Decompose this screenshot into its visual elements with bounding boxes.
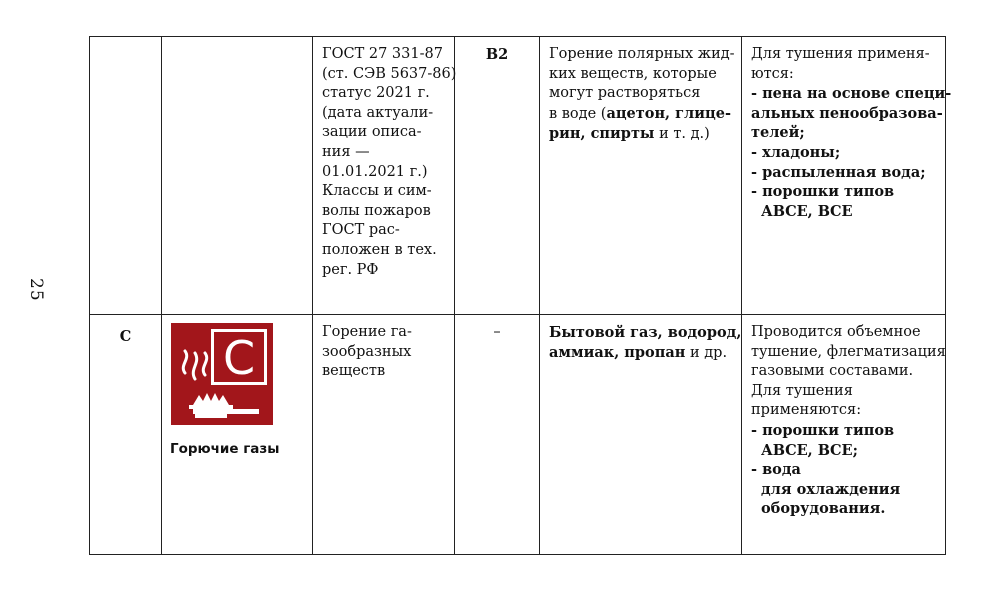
page-number: 25 [26, 278, 46, 302]
description-cell: Горение полярных жид- ких веществ, которые могут растворяться в воде (ацетон, глице- рин, спирты и т. д.) [540, 37, 742, 315]
standard-line: положен в тех. [322, 241, 437, 258]
table-row-c [90, 315, 946, 555]
sign-caption: Горючие газы [170, 440, 280, 457]
table-row-b2 [90, 37, 946, 315]
standard-line: зации описа- [322, 124, 422, 141]
sign-cell [162, 315, 313, 555]
standard-cell [313, 37, 455, 315]
standard-line: рег. РФ [322, 261, 379, 278]
subclass-cell: В2 [455, 37, 540, 315]
fire-classes-table [89, 36, 952, 555]
sign-letter: C [222, 331, 256, 385]
standard-line: ния — [322, 143, 370, 160]
standard-line: Классы и сим- [322, 183, 432, 200]
class-cell: С [90, 315, 162, 555]
class-c-sign [171, 323, 273, 425]
sign-cell-empty [162, 37, 313, 315]
description-cell: Горение га- зообразных веществ [313, 315, 455, 555]
standard-line: волы пожаров [322, 202, 431, 219]
standard-line: (ст. СЭВ 5637-86) [322, 65, 457, 82]
extinguishing-cell: Проводится объемное тушение, флегматизация газовыми составами. Для тушения применяются: - порошки типов АВСЕ, ВСЕ; - вода для охлаждения оборудования. [742, 315, 946, 555]
extinguishing-cell: Для тушения применя- ются: - пена на основе специ- альных пенообразова- телей; - хладоны; - распыленная вода; - порошки типов АВСЕ, ВСЕ [742, 37, 946, 315]
subclass-cell: – [455, 315, 540, 555]
standard-line: статус 2021 г. [322, 85, 430, 102]
standard-line: (дата актуали- [322, 104, 434, 121]
standard-line: 01.01.2021 г.) [322, 163, 428, 180]
standard-line: ГОСТ рас- [322, 222, 400, 239]
substances-cell: Бытовой газ, водород, аммиак, пропан и др. [540, 315, 742, 555]
standard-line: ГОСТ 27 331-87 [322, 46, 443, 62]
class-cell [90, 37, 162, 315]
